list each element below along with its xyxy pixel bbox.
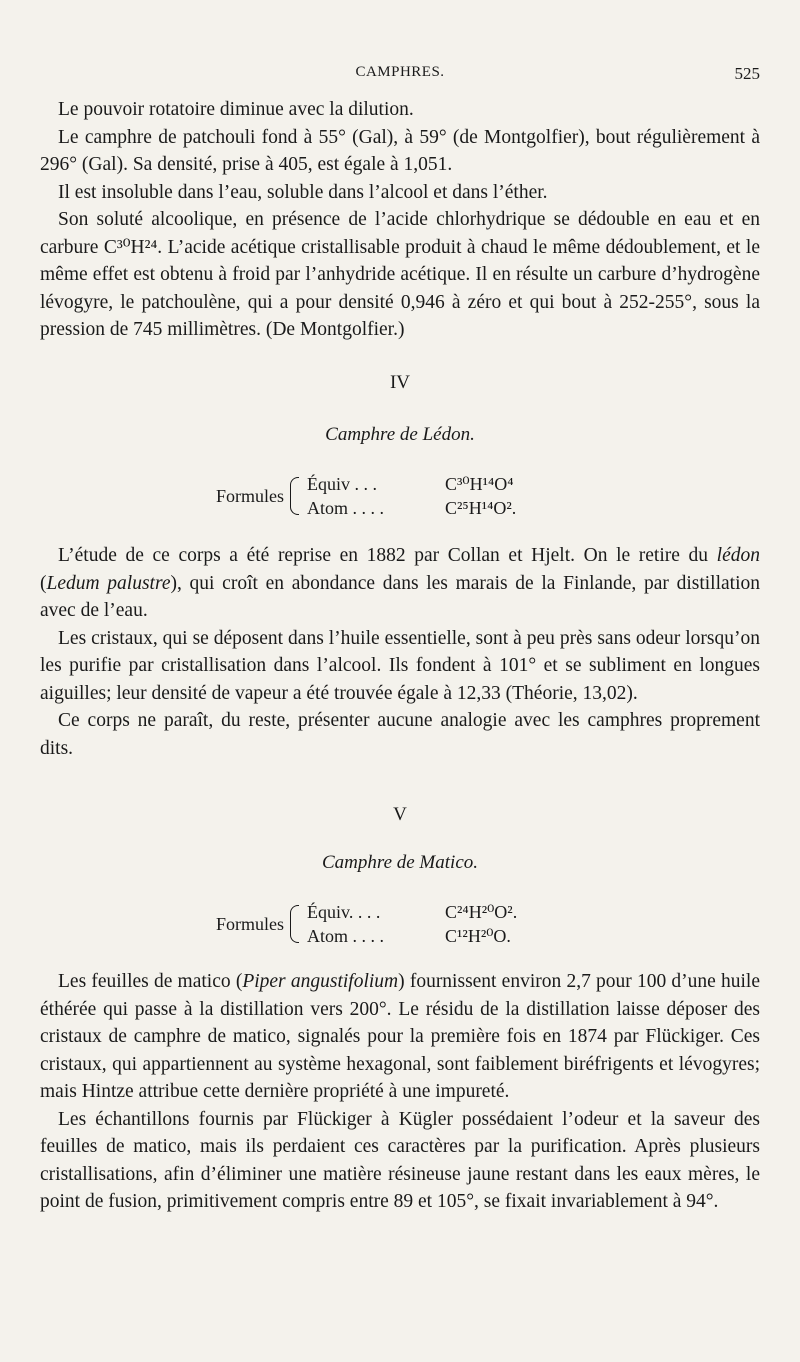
paragraph: Les feuilles de matico (Piper angustifolium) fournissent environ 2,7 pour 100 d’une huile éthérée qui passe à la distillation vers 200°. Le résidu de la distillation laisse déposer des cristaux de camphre de matico, signalés pour la première fois en 1874 par Flückiger. Ces cristaux, qui appartiennent au système hexagonal, sont faiblement biréfrigents et lévogyres; mais Hintze attribue cette dernière propriété à une impureté.: [40, 971, 761, 1102]
formula-label: Formules: [216, 914, 285, 934]
paragraph: Le camphre de patchouli fond à 55° (Gal), à 59° (de Montgolfier), bout régulièrement à 296° (Gal). Sa densité, prise à 405, est égale à 1,051.: [40, 126, 760, 175]
text-block-ledon: [40, 542, 760, 762]
formula-equiv-value: C³⁰H¹⁴O⁴: [445, 474, 514, 494]
formula-ledon: [216, 472, 516, 520]
paragraph: Il est insoluble dans l’eau, soluble dans l’alcool et dans l’éther.: [58, 181, 548, 203]
brace: [290, 905, 299, 943]
formula-atom-label: Atom . . . .: [307, 926, 385, 946]
formula-equiv-label: Équiv. . . .: [307, 902, 381, 922]
paragraph: Ce corps ne paraît, du reste, présenter aucune analogie avec les camphres proprement dits.: [40, 710, 760, 759]
formula-atom-value: C²⁵H¹⁴O².: [445, 498, 517, 518]
paragraph: Son soluté alcoolique, en présence de l’acide chlorhydrique se dédouble en eau et en carbure C³⁰H²⁴. L’acide acétique cristallisable produit à chaud le même dédoublement, et le même effet est obtenu à froid par l’anhydride acétique. Il en résulte un carbure d’hydrogène lévogyre, le patchoulène, qui a pour densité 0,946 à zéro et qui bout à 252-255°, sous la pression de 745 millimètres. (De Montgolfier.): [40, 209, 760, 340]
section-title-ledon: Camphre de Lédon.: [325, 424, 475, 445]
section-number-iv: IV: [389, 372, 411, 393]
formula-atom-value: C¹²H²⁰O.: [445, 926, 511, 946]
formula-equiv-value: C²⁴H²⁰O².: [445, 902, 518, 922]
formula-atom-label: Atom . . . .: [307, 498, 385, 518]
formula-equiv-label: Équiv . . .: [307, 474, 378, 494]
page-header: [40, 64, 760, 88]
formula-label: Formules: [216, 486, 285, 506]
running-title: CAMPHRES.: [355, 64, 445, 80]
text-block-matico: [40, 968, 760, 1216]
paragraph: Les cristaux, qui se déposent dans l’huile essentielle, sont à peu près sans odeur lorsqu’on les purifie par cristallisation dans l’alcool. Ils fondent à 101° et se subliment en longues aiguilles; leur densité de vapeur a été trouvée égale à 12,33 (Théorie, 13,02).: [40, 627, 760, 704]
paragraph: Les échantillons fournis par Flückiger à Kügler possédaient l’odeur et la saveur des feuilles de matico, mais ils perdaient ces caractères par la purification. Après plusieurs cristallisations, afin d’éliminer une matière résineuse jaune restant dans les eaux mères, le point de fusion, primitivement compris entre 89 et 105°, se fixait invariablement à 94°.: [40, 1108, 760, 1212]
section-title-matico: Camphre de Matico.: [321, 852, 479, 873]
section-number-v: V: [393, 804, 407, 825]
paragraph: Le pouvoir rotatoire diminue avec la dilution.: [58, 99, 414, 120]
paragraph: L’étude de ce corps a été reprise en 1882 par Collan et Hjelt. On le retire du lédon (Ledum palustre), qui croît en abondance dans les marais de la Finlande, par distillation avec de l’eau.: [40, 545, 760, 621]
formula-matico: [216, 900, 517, 948]
brace: [290, 477, 299, 515]
page-number: 525: [734, 64, 760, 83]
text-block-patchouli: [40, 96, 760, 344]
